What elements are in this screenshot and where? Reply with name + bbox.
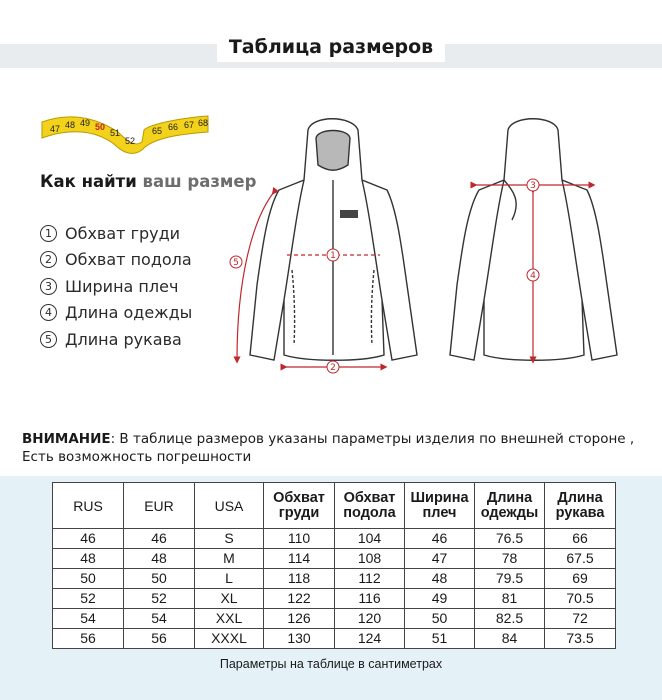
- notice: [22, 430, 652, 466]
- table-cell: 66: [545, 529, 616, 549]
- table-cell: 84: [475, 629, 545, 649]
- table-cell: 76.5: [475, 529, 545, 549]
- size-table: [52, 482, 616, 649]
- page-title: Таблица размеров: [0, 36, 662, 58]
- table-cell: 48: [124, 549, 195, 569]
- table-cell: 69: [545, 569, 616, 589]
- table-cell: L: [195, 569, 264, 589]
- legend-number-icon: 4: [40, 304, 57, 321]
- table-cell: 120: [335, 609, 405, 629]
- table-cell: XXL: [195, 609, 264, 629]
- table-cell: 112: [335, 569, 405, 589]
- legend-number-icon: 5: [40, 331, 57, 348]
- tape-number: 51: [110, 128, 121, 138]
- table-cell: XL: [195, 589, 264, 609]
- table-cell: 82.5: [475, 609, 545, 629]
- table-cell: 130: [264, 629, 335, 649]
- tape-number: 50: [95, 122, 106, 132]
- table-cell: 54: [124, 609, 195, 629]
- table-row: [53, 549, 616, 569]
- measuring-tape-icon: [40, 102, 210, 157]
- legend-label: Длина рукава: [65, 329, 182, 349]
- tape-number: 48: [65, 120, 76, 130]
- jacket-diagram: [212, 110, 642, 390]
- table-cell: M: [195, 549, 264, 569]
- table-cell: 81: [475, 589, 545, 609]
- column-header: USA: [195, 483, 264, 529]
- table-cell: XXXL: [195, 629, 264, 649]
- legend-number-icon: 3: [40, 278, 57, 295]
- table-cell: 70.5: [545, 589, 616, 609]
- tape-number: 66: [168, 122, 179, 132]
- svg-text:4: 4: [530, 271, 536, 281]
- table-cell: 48: [53, 549, 124, 569]
- table-header-row: [53, 483, 616, 529]
- table-cell: 52: [124, 589, 195, 609]
- notice-text: : В таблице размеров указаны параметры изделия по внешней стороне ,: [110, 431, 635, 447]
- svg-text:1: 1: [330, 251, 336, 261]
- table-cell: S: [195, 529, 264, 549]
- tape-number: 68: [198, 118, 209, 128]
- table-cell: 118: [264, 569, 335, 589]
- table-cell: 110: [264, 529, 335, 549]
- table-row: [53, 589, 616, 609]
- tape-number: 49: [80, 118, 91, 128]
- column-header: Обхват груди: [264, 483, 335, 529]
- table-row: [53, 529, 616, 549]
- legend-label: Обхват груди: [65, 223, 181, 243]
- jacket-front: [250, 119, 417, 361]
- tape-number: 52: [125, 136, 136, 146]
- table-cell: 47: [405, 549, 475, 569]
- table-cell: 50: [405, 609, 475, 629]
- table-cell: 114: [264, 549, 335, 569]
- column-header: Обхват подола: [335, 483, 405, 529]
- table-cell: 122: [264, 589, 335, 609]
- svg-text:5: 5: [233, 258, 239, 268]
- table-cell: 54: [53, 609, 124, 629]
- legend-item: [40, 326, 192, 353]
- column-header: EUR: [124, 483, 195, 529]
- table-cell: 79.5: [475, 569, 545, 589]
- measurement-legend: [40, 220, 192, 353]
- column-header: RUS: [53, 483, 124, 529]
- table-cell: 46: [405, 529, 475, 549]
- table-cell: 46: [53, 529, 124, 549]
- table-cell: 72: [545, 609, 616, 629]
- table-cell: 49: [405, 589, 475, 609]
- how-to-find-heading: Как найти ваш размер: [40, 172, 257, 191]
- legend-label: Длина одежды: [65, 303, 193, 323]
- column-header: Длина одежды: [475, 483, 545, 529]
- table-cell: 104: [335, 529, 405, 549]
- svg-text:2: 2: [330, 363, 336, 373]
- legend-item: [40, 273, 192, 300]
- column-header: Длина рукава: [545, 483, 616, 529]
- legend-item: [40, 220, 192, 247]
- table-cell: 116: [335, 589, 405, 609]
- legend-item: [40, 247, 192, 274]
- units-note: Параметры на таблице в сантиметрах: [219, 657, 443, 671]
- table-cell: 51: [405, 629, 475, 649]
- table-cell: 52: [53, 589, 124, 609]
- table-cell: 67.5: [545, 549, 616, 569]
- table-cell: 56: [124, 629, 195, 649]
- table-row: [53, 629, 616, 649]
- table-cell: 78: [475, 549, 545, 569]
- tape-number: 67: [184, 120, 195, 130]
- table-cell: 50: [53, 569, 124, 589]
- notice-text-2: Есть возможность погрешности: [22, 449, 252, 465]
- legend-label: Ширина плеч: [65, 276, 179, 296]
- legend-label: Обхват подола: [65, 250, 192, 270]
- column-header: Ширина плеч: [405, 483, 475, 529]
- table-row: [53, 569, 616, 589]
- table-cell: 48: [405, 569, 475, 589]
- tape-number: 47: [50, 124, 61, 134]
- legend-number-icon: 1: [40, 225, 57, 242]
- table-cell: 108: [335, 549, 405, 569]
- svg-text:3: 3: [530, 181, 536, 191]
- table-cell: 56: [53, 629, 124, 649]
- table-cell: 126: [264, 609, 335, 629]
- legend-number-icon: 2: [40, 251, 57, 268]
- table-cell: 73.5: [545, 629, 616, 649]
- legend-item: [40, 300, 192, 327]
- tape-number: 65: [152, 126, 163, 136]
- table-cell: 46: [124, 529, 195, 549]
- table-cell: 50: [124, 569, 195, 589]
- table-row: [53, 609, 616, 629]
- table-cell: 124: [335, 629, 405, 649]
- notice-label: ВНИМАНИЕ: [22, 431, 111, 447]
